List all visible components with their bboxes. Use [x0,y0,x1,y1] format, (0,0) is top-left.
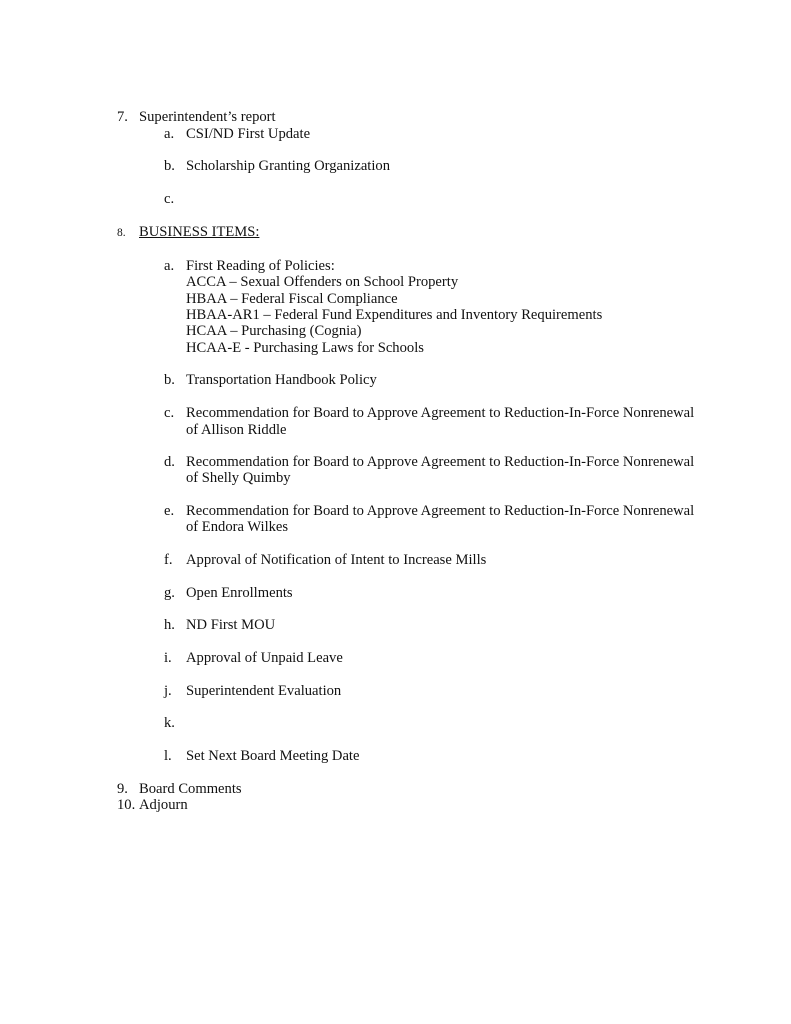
item-9-title: Board Comments [139,781,242,797]
item-8a-line-4: HBAA-AR1 – Federal Fund Expenditures and Inventory Requirements [186,307,603,323]
item-8l-letter: l. [164,748,172,764]
item-8a-line-6: HCAA-E - Purchasing Laws for Schools [186,340,424,356]
item-7-title: Superintendent’s report [139,109,276,125]
item-8f-letter: f. [164,552,173,568]
item-8b-letter: b. [164,372,175,388]
item-8a-line-1: First Reading of Policies: [186,258,335,274]
item-8i-letter: i. [164,650,172,666]
item-8-number: 8. [117,227,126,239]
item-8k-letter: k. [164,715,175,731]
item-8c-letter: c. [164,405,175,421]
item-10-title: Adjourn [139,797,188,813]
item-7-number: 7. [117,109,128,125]
item-7b-text: Scholarship Granting Organization [186,158,390,174]
item-8h-letter: h. [164,617,175,633]
item-8g-line-1: Open Enrollments [186,585,293,601]
item-8d-letter: d. [164,454,175,470]
item-8e-line-2: of Endora Wilkes [186,519,289,535]
item-8d-line-2: of Shelly Quimby [186,470,291,486]
item-8j-letter: j. [164,683,172,699]
item-8h-line-1: ND First MOU [186,617,276,633]
item-8-title: BUSINESS ITEMS: [139,224,260,240]
item-8g-letter: g. [164,585,175,601]
item-8j-line-1: Superintendent Evaluation [186,683,342,699]
item-8c-line-2: of Allison Riddle [186,422,287,438]
item-9-number: 9. [117,781,128,797]
item-8e-letter: e. [164,503,175,519]
item-8i-line-1: Approval of Unpaid Leave [186,650,343,666]
item-10-number: 10. [117,797,136,813]
item-8a-line-2: ACCA – Sexual Offenders on School Property [186,274,459,290]
item-8c-line-1: Recommendation for Board to Approve Agreement to Reduction-In-Force Nonrenewal [186,405,695,421]
item-7b-letter: b. [164,158,175,174]
item-7c-letter: c. [164,191,175,207]
item-8e-line-1: Recommendation for Board to Approve Agreement to Reduction-In-Force Nonrenewal [186,503,695,519]
item-7a-text: CSI/ND First Update [186,126,311,142]
item-7a-letter: a. [164,126,175,142]
item-8a-line-5: HCAA – Purchasing (Cognia) [186,323,362,339]
item-8l-line-1: Set Next Board Meeting Date [186,748,360,764]
item-8a-letter: a. [164,258,175,274]
item-8a-line-3: HBAA – Federal Fiscal Compliance [186,291,398,307]
item-8b-line-1: Transportation Handbook Policy [186,372,377,388]
item-8d-line-1: Recommendation for Board to Approve Agreement to Reduction-In-Force Nonrenewal [186,454,695,470]
item-8f-line-1: Approval of Notification of Intent to Increase Mills [186,552,487,568]
